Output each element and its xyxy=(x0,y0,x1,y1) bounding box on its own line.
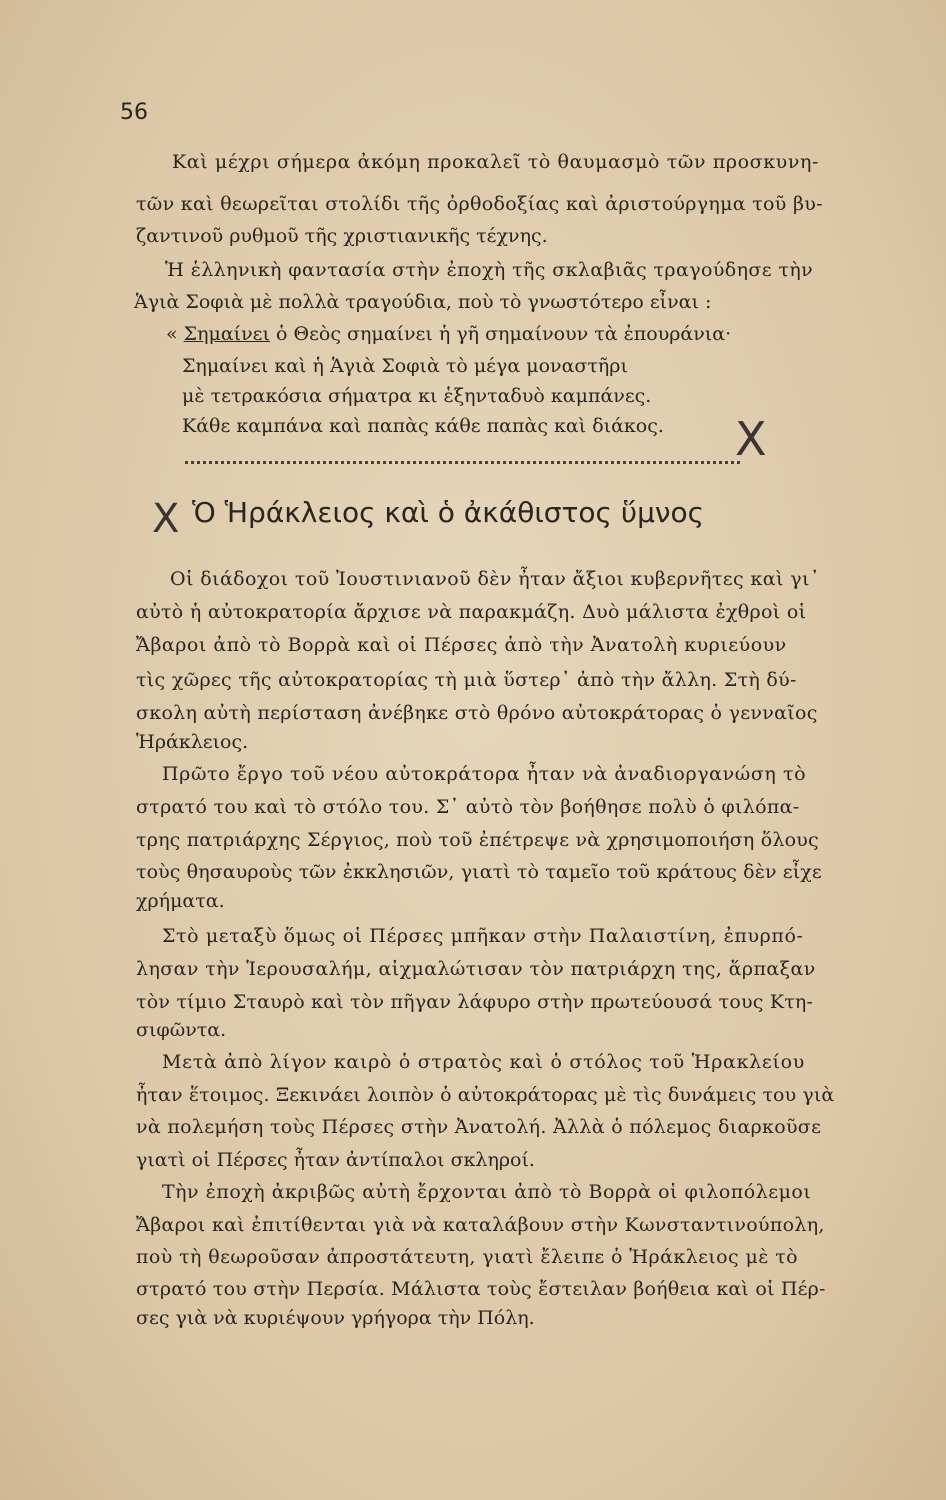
text-line: Ἡ ἑλληνικὴ φαντασία στὴν ἐποχὴ τῆς σκλαβιᾶς τραγούδησε τὴν xyxy=(165,259,814,281)
poem-line: Κάθε καμπάνα καὶ παπὰς κάθε παπὰς καὶ διάκος. xyxy=(182,415,664,437)
poem-line: Σημαίνει καὶ ἡ Ἁγιὰ Σοφιὰ τὸ μέγα μοναστῆρι xyxy=(182,355,628,377)
text-line: σες γιὰ νὰ κυριέψουν γρήγορα τὴν Πόλη. xyxy=(136,1307,535,1329)
text-line: τὸν τίμιο Σταυρὸ καὶ τὸν πῆγαν λάφυρο στὴν πρωτεύουσά τους Κτη- xyxy=(136,991,814,1013)
text-line: στρατό του καὶ τὸ στόλο του. Σ᾽ αὐτὸ τὸν βοήθησε πολὺ ὁ φιλόπα- xyxy=(136,796,800,818)
text-line: Τὴν ἐποχὴ ἀκριβῶς αὐτὴ ἔρχονται ἀπὸ τὸ Βορρὰ οἱ φιλοπόλεμοι xyxy=(162,1181,812,1203)
text-line: Μετὰ ἀπὸ λίγον καιρὸ ὁ στρατὸς καὶ ὁ στόλος τοῦ Ἡρακλείου xyxy=(162,1051,805,1073)
text-line: τρης πατριάρχης Σέργιος, ποὺ τοῦ ἐπέτρεψε νὰ χρησιμοποιήση ὅλους xyxy=(136,829,819,851)
text-line: Καὶ μέχρι σήμερα ἀκόμη προκαλεῖ τὸ θαυμασμὸ τῶν προσκυνη- xyxy=(172,151,819,173)
dotted-separator xyxy=(185,455,740,464)
text-line: ἦταν ἕτοιμος. Ξεκινάει λοιπὸν ὁ αὐτοκράτορας μὲ τὶς δυνάμεις του γιὰ xyxy=(136,1084,835,1106)
text-line: στρατό του στὴν Περσία. Μάλιστα τοὺς ἔστειλαν βοήθεια καὶ οἱ Πέρ- xyxy=(136,1278,826,1300)
text-line: Ἁγιὰ Σοφιὰ μὲ πολλὰ τραγούδια, ποὺ τὸ γνωστότερο εἶναι : xyxy=(134,291,712,313)
text-line: τῶν καὶ θεωρεῖται στολίδι τῆς ὀρθοδοξίας καὶ ἀριστούργημα τοῦ βυ- xyxy=(136,193,823,215)
text-line: Οἱ διάδοχοι τοῦ Ἰουστινιανοῦ δὲν ἦταν ἄξιοι κυβερνῆτες καὶ γι᾽ xyxy=(170,568,820,590)
text-line: αὐτὸ ἡ αὐτοκρατορία ἄρχισε νὰ παρακμάζη. Δυὸ μάλιστα ἐχθροὶ οἱ xyxy=(136,601,807,623)
page-number: 56 xyxy=(120,100,148,125)
text-line: Ἄβαροι καὶ ἐπιτίθενται γιὰ νὰ καταλάβουν στὴν Κωνσταντινούπολη, xyxy=(136,1214,825,1236)
text-line: Ἡράκλειος. xyxy=(136,731,249,753)
text-line: Στὸ μεταξὺ ὅμως οἱ Πέρσες μπῆκαν στὴν Παλαιστίνη, ἐπυρπό- xyxy=(162,925,804,947)
text-line: γιατὶ οἱ Πέρσες ἦταν ἀντίπαλοι σκληροί. xyxy=(136,1149,535,1171)
poem-line xyxy=(166,322,731,346)
text-line: ποὺ τὴ θεωροῦσαν ἀπροστάτευτη, γιατὶ ἔλειπε ὁ Ἡράκλειος μὲ τὸ xyxy=(136,1246,799,1268)
poem-line-rest: ὁ Θεὸς σημαίνει ἡ γῆ σημαίνουν τὰ ἐπουράνια· xyxy=(269,323,732,345)
text-line: σκολη αὐτὴ περίσταση ἀνέβηκε στὸ θρόνο αὐτοκράτορας ὁ γενναῖος xyxy=(136,702,818,724)
text-line: νὰ πολεμήση τοὺς Πέρσες στὴν Ἀνατολή. Ἀλλὰ ὁ πόλεμος διαρκοῦσε xyxy=(136,1116,822,1138)
text-line: Πρῶτο ἔργο τοῦ νέου αὐτοκράτορα ἦταν νὰ ἀναδιοργανώση τὸ xyxy=(162,763,807,785)
text-line: τοὺς θησαυροὺς τῶν ἐκκλησιῶν, γιατὶ τὸ ταμεῖο τοῦ κράτους δὲν εἶχε xyxy=(136,861,822,883)
section-heading: Ὁ Ἡράκλειος καὶ ὁ ἀκάθιστος ὕμνος xyxy=(192,496,705,529)
open-quote: « xyxy=(166,323,178,345)
text-line: Ἄβαροι ἀπὸ τὸ Βορρὰ καὶ οἱ Πέρσες ἀπὸ τὴν Ἀνατολὴ κυριεύουν xyxy=(136,634,787,656)
text-line: λησαν τὴν Ἱερουσαλήμ, αἰχμαλώτισαν τὸν πατριάρχη της, ἅρπαξαν xyxy=(136,958,816,980)
text-line: τὶς χῶρες τῆς αὐτοκρατορίας τὴ μιὰ ὕστερ᾽ ἀπὸ τὴν ἄλλη. Στὴ δύ- xyxy=(136,669,797,691)
handwritten-x-mark: X xyxy=(735,412,767,466)
text-line: σιφῶντα. xyxy=(136,1019,227,1041)
text-line: χρήματα. xyxy=(136,890,225,912)
handwritten-x-mark: X xyxy=(152,496,180,542)
text-line: ζαντινοῦ ρυθμοῦ τῆς χριστιανικῆς τέχνης. xyxy=(136,225,548,247)
underlined-word: Σημαίνει xyxy=(183,323,270,345)
poem-line: μὲ τετρακόσια σήματρα κι ἑξηνταδυὸ καμπάνες. xyxy=(182,385,652,407)
